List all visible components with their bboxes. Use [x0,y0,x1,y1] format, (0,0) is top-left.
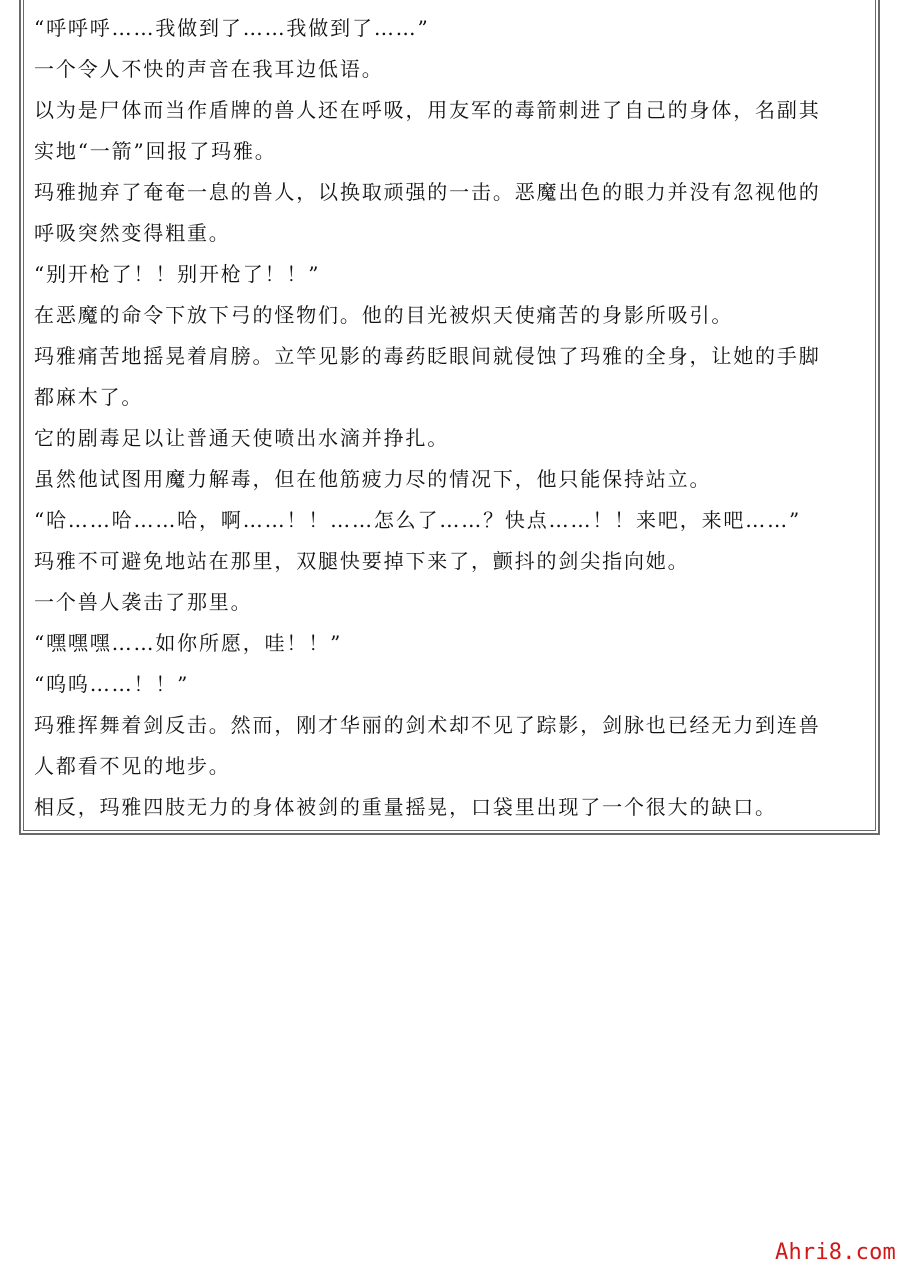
text-line: 一个兽人袭击了那里。 [34,590,253,614]
text-line: “呜呜……！！” [34,672,190,696]
text-line: 以为是尸体而当作盾牌的兽人还在呼吸，用友军的毒箭刺进了自己的身体，名副其 [34,98,821,122]
text-line: 在恶魔的命令下放下弓的怪物们。他的目光被炽天使痛苦的身影所吸引。 [34,303,734,327]
text-line: 玛雅挥舞着剑反击。然而，刚才华丽的剑术却不见了踪影，剑脉也已经无力到连兽 [34,713,821,737]
text-line: 呼吸突然变得粗重。 [34,221,231,245]
text-line: “呼呼呼……我做到了……我做到了……” [34,16,430,40]
text-line: 实地“一箭”回报了玛雅。 [34,139,277,163]
text-frame-inner [23,0,876,831]
text-line: 玛雅抛弃了奄奄一息的兽人，以换取顽强的一击。恶魔出色的眼力并没有忽视他的 [34,180,821,204]
text-line: 都麻木了。 [34,385,144,409]
text-line: 它的剧毒足以让普通天使喷出水滴并挣扎。 [34,426,450,450]
text-line: “别开枪了！！别开枪了！！” [34,262,321,286]
text-line: 人都看不见的地步。 [34,754,231,778]
text-line: 玛雅痛苦地摇晃着肩膀。立竿见影的毒药眨眼间就侵蚀了玛雅的全身，让她的手脚 [34,344,821,368]
text-frame [19,0,880,835]
text-line: 虽然他试图用魔力解毒，但在他筋疲力尽的情况下，他只能保持站立。 [34,467,712,491]
text-line: 一个令人不快的声音在我耳边低语。 [34,57,384,81]
text-line: 玛雅不可避免地站在那里，双腿快要掉下来了，颤抖的剑尖指向她。 [34,549,690,573]
watermark-text: Ahri8.com [775,1240,897,1265]
text-line: “哈……哈……哈，啊……！！……怎么了……？快点……！！来吧，来吧……” [34,508,802,532]
document-body [34,8,864,828]
text-line: “嘿嘿嘿……如你所愿，哇！！” [34,631,343,655]
text-line: 相反，玛雅四肢无力的身体被剑的重量摇晃，口袋里出现了一个很大的缺口。 [34,795,777,819]
